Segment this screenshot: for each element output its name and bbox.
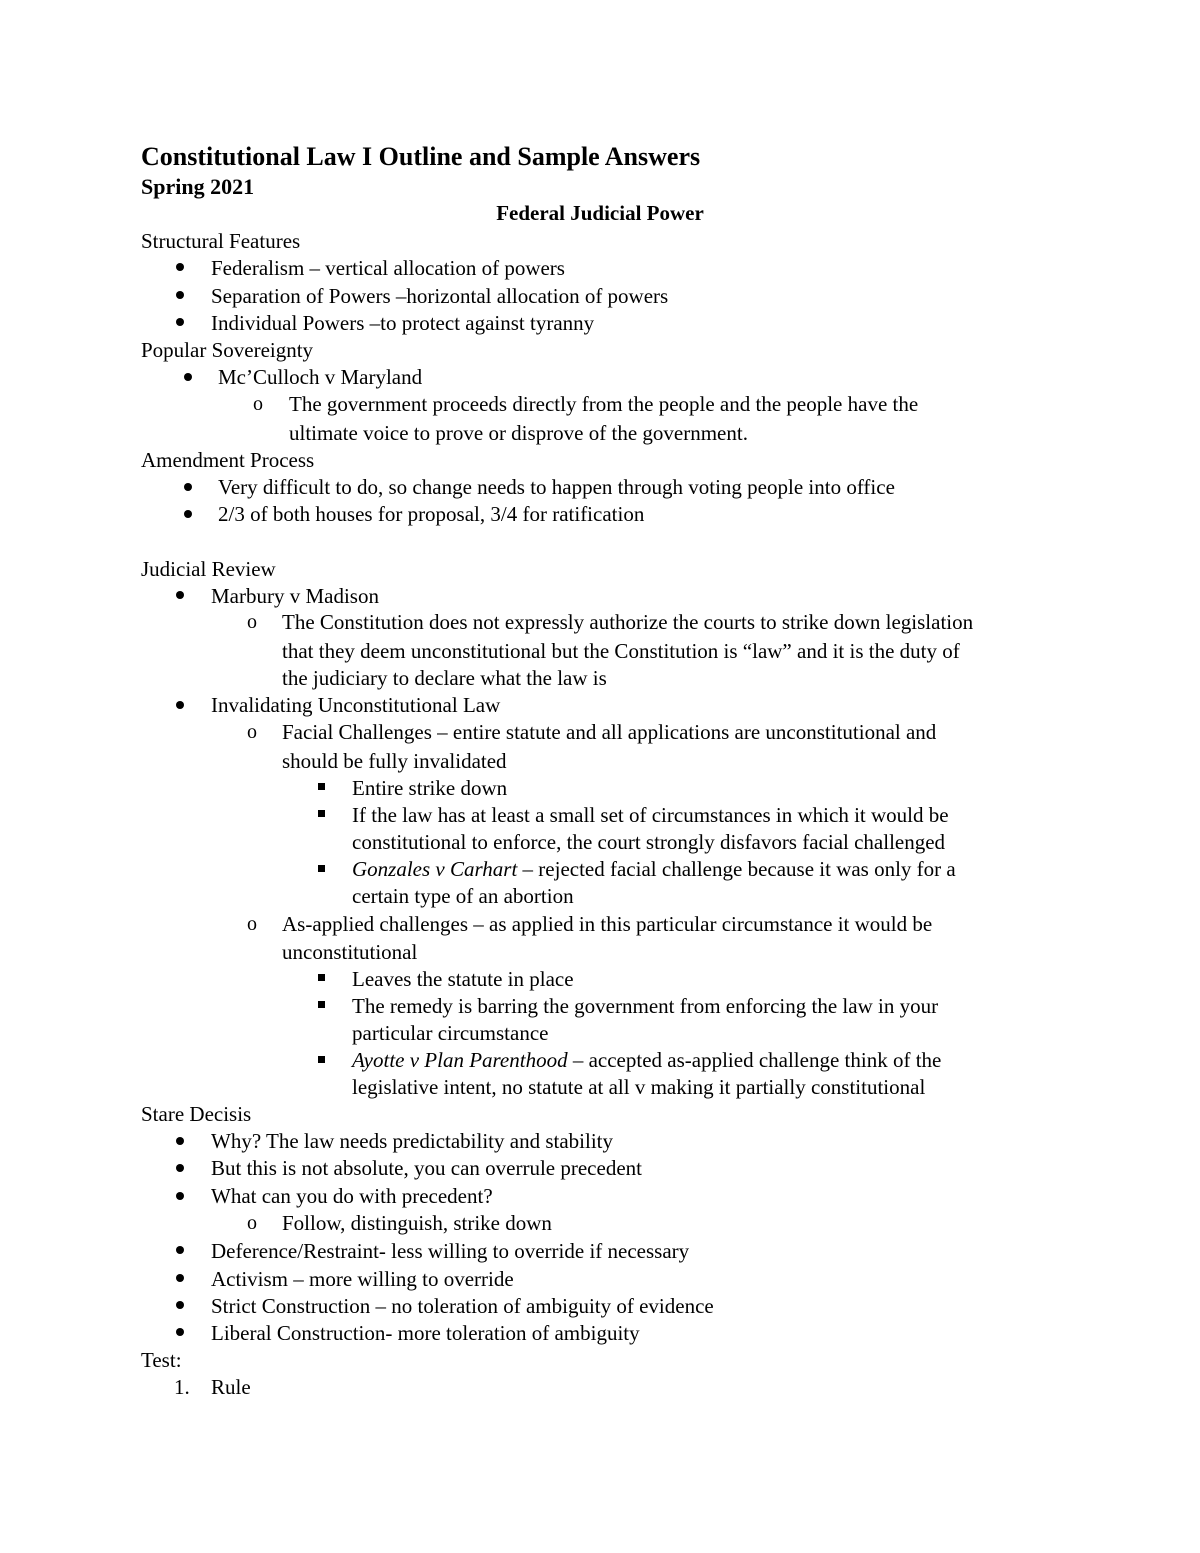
- bullet-icon: [176, 1246, 184, 1254]
- list-item-continuation: that they deem unconstitutional but the Constitution is “law” and it is the duty of: [282, 639, 960, 663]
- list-item: The remedy is barring the government from enforcing the law in your: [352, 994, 939, 1018]
- square-bullet-icon: [318, 783, 325, 790]
- list-item: Deference/Restraint- less willing to override if necessary: [211, 1239, 690, 1263]
- bullet-icon: [184, 373, 192, 381]
- list-item: The Constitution does not expressly authorize the courts to strike down legislation: [282, 610, 974, 634]
- list-item-continuation: unconstitutional: [282, 940, 418, 964]
- bullet-icon: [176, 1137, 184, 1145]
- list-item: Individual Powers –to protect against tyranny: [211, 311, 595, 335]
- list-item: Strict Construction – no toleration of ambiguity of evidence: [211, 1294, 714, 1318]
- list-item: Marbury v Madison: [211, 584, 379, 608]
- bullet-icon: [176, 1164, 184, 1172]
- list-item: Entire strike down: [352, 776, 508, 800]
- bullet-icon: [176, 1274, 184, 1282]
- list-item: Separation of Powers –horizontal allocation of powers: [211, 284, 669, 308]
- square-bullet-icon: [318, 1001, 325, 1008]
- list-item-continuation: legislative intent, no statute at all v making it partially constitutional: [352, 1075, 926, 1099]
- bullet-icon: [176, 1301, 184, 1309]
- list-item: Facial Challenges – entire statute and all applications are unconstitutional and: [282, 720, 937, 744]
- document-subtitle: Spring 2021: [141, 174, 255, 199]
- list-item: Invalidating Unconstitutional Law: [211, 693, 501, 717]
- circle-bullet-icon: o: [247, 913, 257, 935]
- square-bullet-icon: [318, 810, 325, 817]
- list-item: Leaves the statute in place: [352, 967, 574, 991]
- list-item: Why? The law needs predictability and stability: [211, 1129, 613, 1153]
- bullet-icon: [184, 510, 192, 518]
- test-heading: Test:: [141, 1348, 182, 1372]
- bullet-icon: [176, 263, 184, 271]
- stare-heading: Stare Decisis: [141, 1102, 252, 1126]
- judicial-heading: Judicial Review: [141, 557, 276, 581]
- bullet-icon: [184, 483, 192, 491]
- case-name: Ayotte v Plan Parenthood: [352, 1048, 568, 1072]
- case-note: – rejected facial challenge because it was only for a: [517, 857, 956, 881]
- case-name: Gonzales v Carhart: [352, 857, 518, 881]
- list-item-continuation: ultimate voice to prove or disprove of the government.: [289, 421, 748, 445]
- list-item: [352, 1047, 941, 1074]
- circle-bullet-icon: o: [247, 1212, 257, 1234]
- circle-bullet-icon: o: [247, 611, 257, 633]
- popular-heading: Popular Sovereignty: [141, 338, 314, 362]
- amendment-heading: Amendment Process: [141, 448, 315, 472]
- section-heading: Federal Judicial Power: [496, 201, 704, 225]
- list-item: If the law has at least a small set of circumstances in which it would be: [352, 803, 949, 827]
- list-item-continuation: constitutional to enforce, the court strongly disfavors facial challenged: [352, 830, 946, 854]
- square-bullet-icon: [318, 974, 325, 981]
- case-note: – accepted as-applied challenge think of the: [567, 1048, 942, 1072]
- bullet-icon: [176, 591, 184, 599]
- bullet-icon: [176, 291, 184, 299]
- list-item-continuation: certain type of an abortion: [352, 884, 574, 908]
- bullet-icon: [176, 1192, 184, 1200]
- circle-bullet-icon: o: [247, 721, 257, 743]
- list-item-continuation: should be fully invalidated: [282, 749, 507, 773]
- list-item: Federalism – vertical allocation of powers: [211, 256, 565, 280]
- list-item: Mc’Culloch v Maryland: [218, 365, 423, 389]
- structural-heading: Structural Features: [141, 229, 301, 253]
- list-item: [352, 856, 956, 883]
- list-number: 1.: [174, 1375, 190, 1399]
- bullet-icon: [176, 701, 184, 709]
- bullet-icon: [176, 318, 184, 326]
- list-item-continuation: particular circumstance: [352, 1021, 549, 1045]
- list-item: But this is not absolute, you can overrule precedent: [211, 1156, 642, 1180]
- list-item: The government proceeds directly from the people and the people have the: [289, 392, 919, 416]
- list-item: Liberal Construction- more toleration of ambiguity: [211, 1321, 640, 1345]
- bullet-icon: [176, 1328, 184, 1336]
- list-item: Very difficult to do, so change needs to happen through voting people into office: [218, 475, 895, 499]
- list-item: Rule: [211, 1375, 251, 1399]
- list-item: What can you do with precedent?: [211, 1184, 493, 1208]
- square-bullet-icon: [318, 1056, 325, 1063]
- list-item: Activism – more willing to override: [211, 1267, 514, 1291]
- square-bullet-icon: [318, 865, 325, 872]
- circle-bullet-icon: o: [253, 393, 263, 415]
- list-item: As-applied challenges – as applied in this particular circumstance it would be: [282, 912, 933, 936]
- document-title: Constitutional Law I Outline and Sample Answers: [141, 142, 701, 171]
- list-item-continuation: the judiciary to declare what the law is: [282, 666, 607, 690]
- list-item: 2/3 of both houses for proposal, 3/4 for ratification: [218, 502, 645, 526]
- list-item: Follow, distinguish, strike down: [282, 1211, 552, 1235]
